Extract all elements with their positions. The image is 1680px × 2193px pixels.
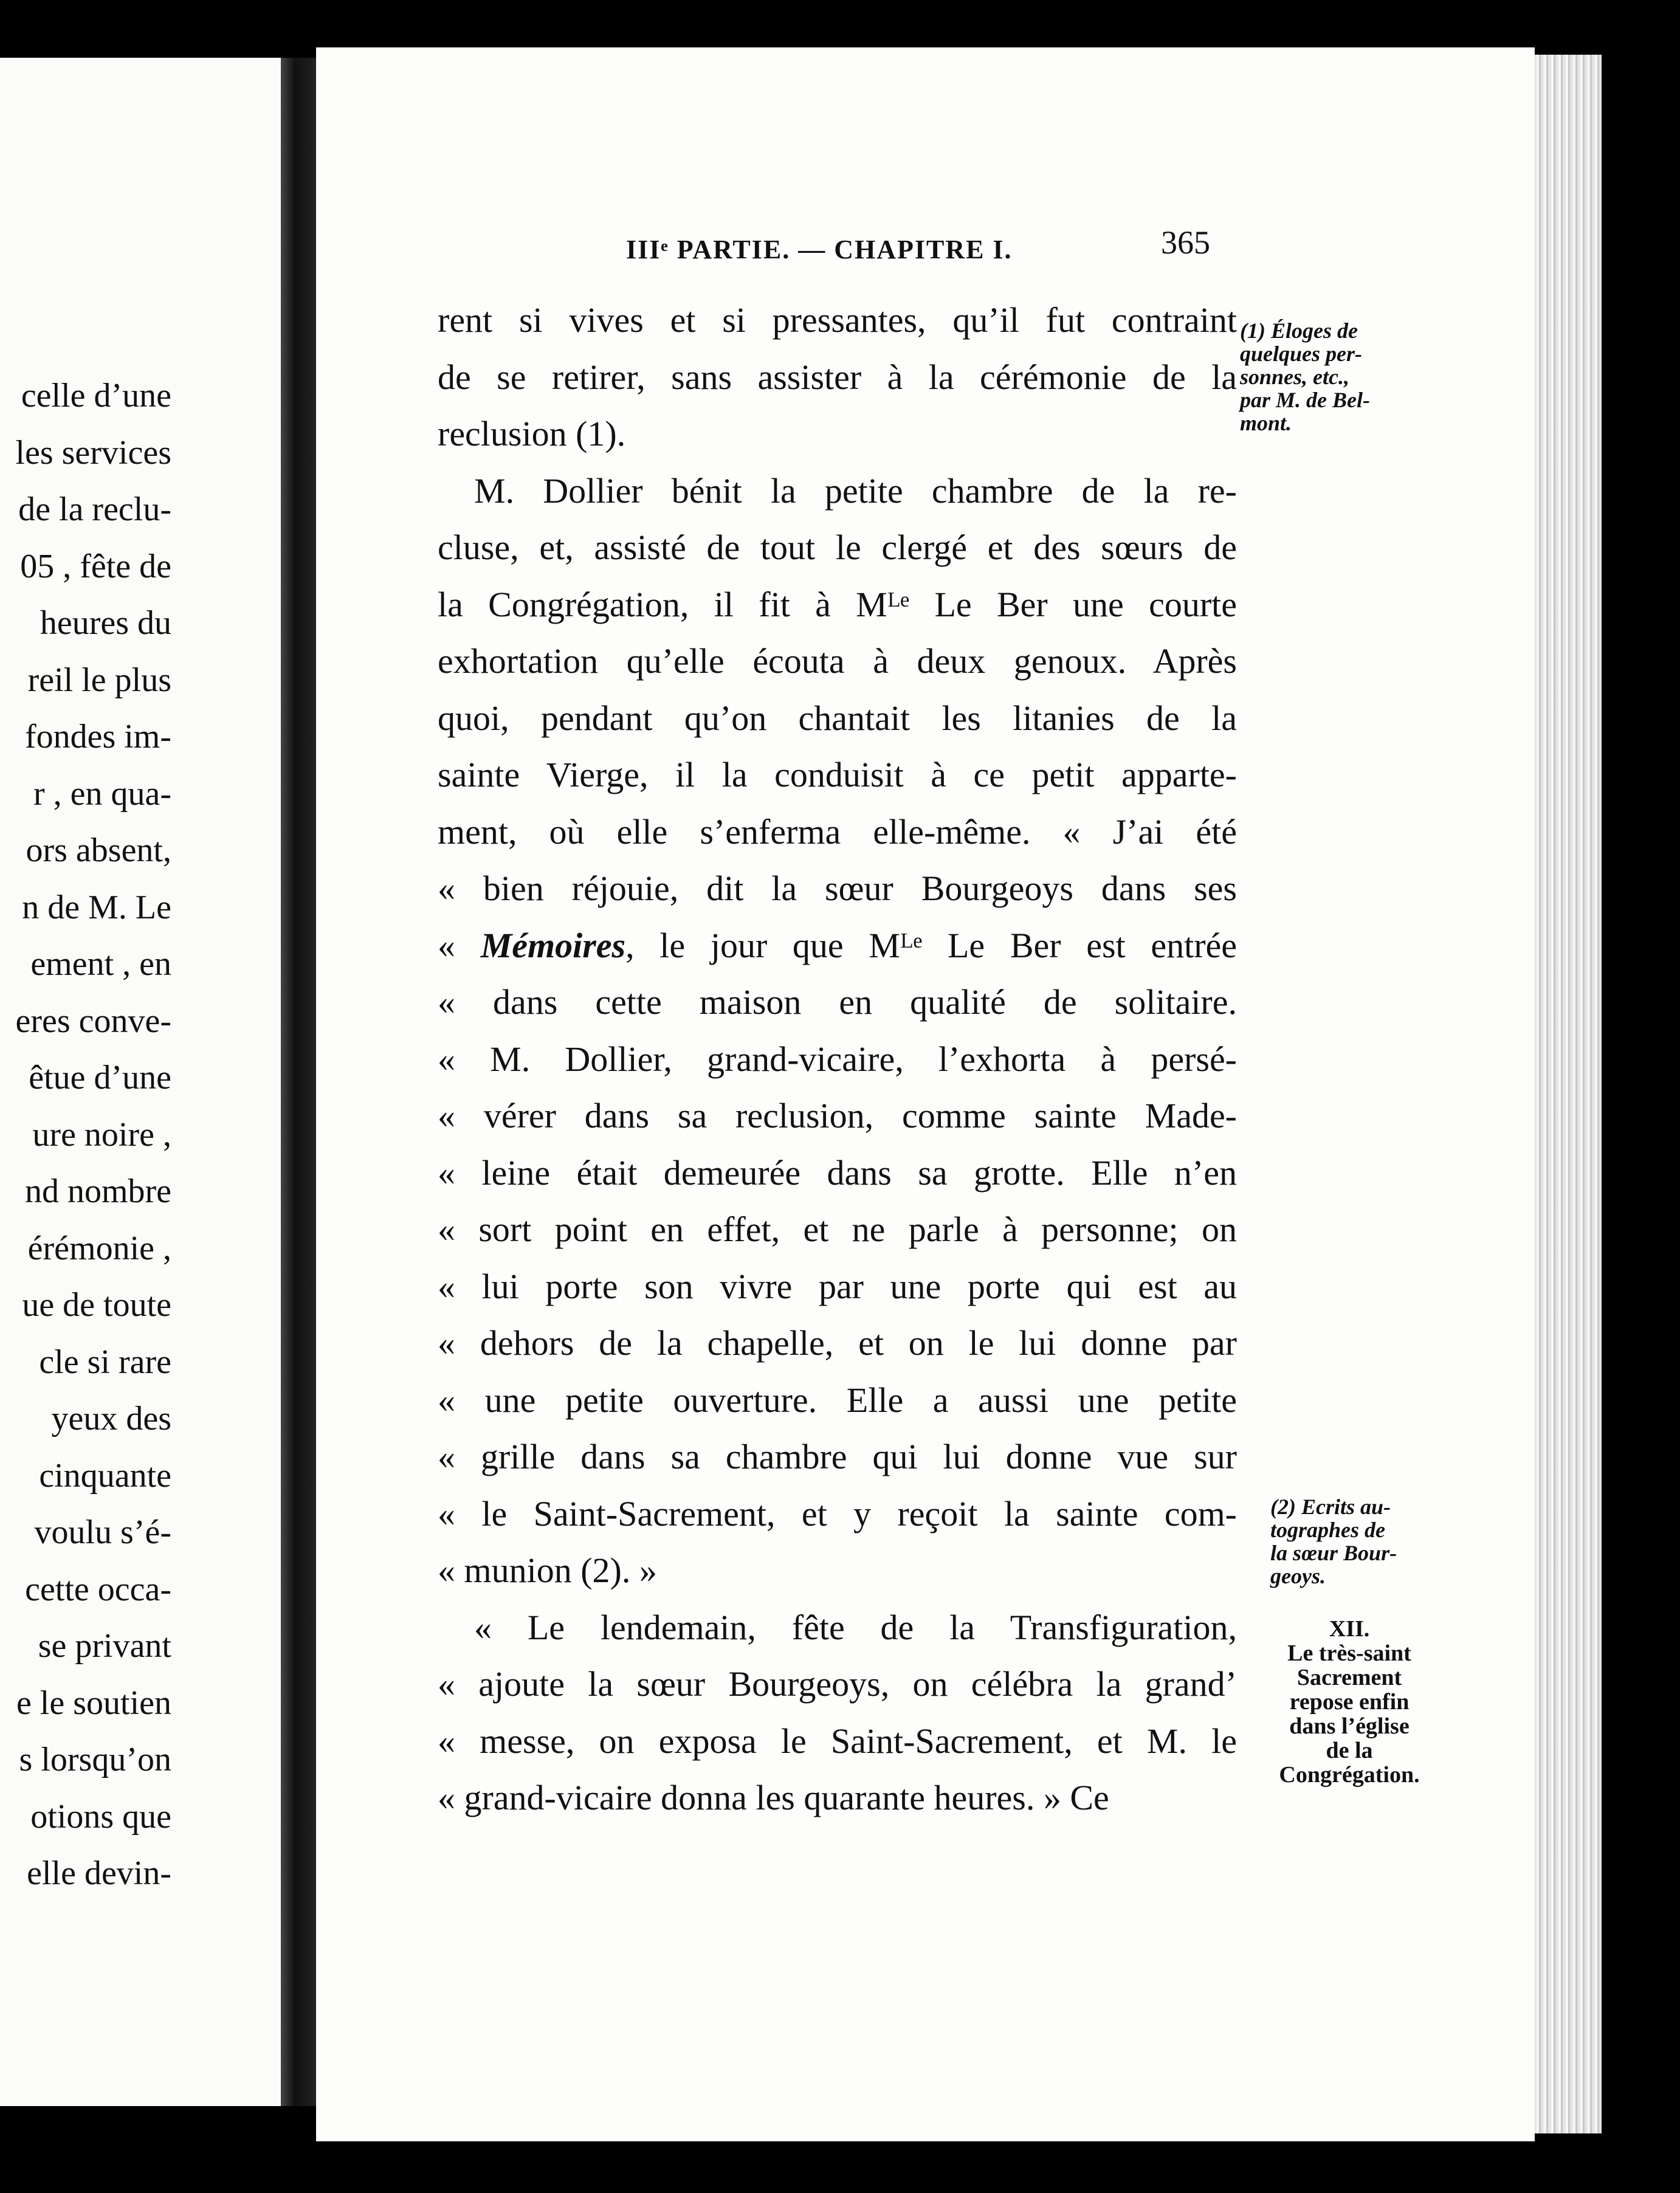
body-line: « dehors de la chapelle, et on le lui donne par	[438, 1323, 1237, 1363]
book-gutter	[281, 58, 316, 2106]
body-line: « leine était demeurée dans sa grotte. Elle n’en	[438, 1152, 1237, 1193]
body-line: « ajoute la sœur Bourgeoys, on célébra la grand’	[438, 1664, 1237, 1704]
left-page-line: ement , en	[30, 945, 171, 983]
left-page-line: cle si rare	[39, 1343, 171, 1381]
note-line: quelques per-	[1240, 342, 1362, 366]
note-line: (1) Éloges de	[1240, 318, 1358, 343]
running-title: IIIᵉ PARTIE. — CHAPITRE I.	[626, 235, 1013, 264]
note-line: par M. de Bel-	[1240, 388, 1370, 412]
body-line: « M. Dollier, grand-vicaire, l’exhorta à persé-	[438, 1039, 1237, 1079]
body-text	[438, 292, 1237, 1826]
body-line: reclusion (1).	[438, 414, 626, 453]
left-page-line: n de M. Le	[22, 888, 171, 926]
note-line: XII.	[1329, 1616, 1370, 1642]
note-line: la sœur Bour-	[1270, 1541, 1397, 1565]
body-line: « Le lendemain, fête de la Transfiguration,	[474, 1607, 1237, 1647]
body-line: la Congrégation, il fit à Mᴸᵉ Le Ber une courte	[438, 584, 1237, 624]
footnote-2	[1270, 1495, 1397, 1588]
body-line: « munion (2). »	[438, 1551, 657, 1590]
left-page-line: yeux des	[51, 1400, 171, 1437]
footnote-1	[1240, 319, 1370, 435]
body-line: rent si vives et si pressantes, qu’il fut contraint	[438, 300, 1237, 340]
note-line: repose enfin	[1289, 1689, 1410, 1715]
left-page-line: celle d’une	[21, 377, 171, 415]
note-line: Le très-saint	[1287, 1640, 1411, 1666]
note-line: Sacrement	[1296, 1665, 1402, 1690]
left-page-line: s lorsqu’on	[19, 1741, 171, 1778]
body-line: ment, où elle s’enferma elle-même. « J’ai été	[438, 811, 1237, 852]
body-line: « vérer dans sa reclusion, comme sainte Made-	[438, 1096, 1237, 1135]
body-line: de se retirer, sans assister à la cérémonie de la	[438, 357, 1237, 397]
body-line: « grand-vicaire donna les quarante heures. » Ce	[438, 1778, 1109, 1817]
body-line: « messe, on exposa le Saint-Sacrement, et M. le	[438, 1721, 1237, 1761]
left-page-line: ors absent,	[26, 831, 171, 869]
note-line: Congrégation.	[1279, 1762, 1420, 1788]
left-page-line: érémonie ,	[27, 1229, 171, 1267]
body-line: exhortation qu’elle écouta à deux genoux. Après	[438, 641, 1237, 681]
left-page-line: 05 , fête de	[20, 547, 171, 585]
left-page-line: e le soutien	[16, 1684, 171, 1722]
note-line: dans l’église	[1289, 1713, 1410, 1739]
note-line: (2) Ecrits au-	[1270, 1495, 1391, 1519]
left-page-line: r , en qua-	[33, 774, 171, 813]
note-line: de la	[1326, 1738, 1373, 1763]
left-page-line: de la reclu-	[18, 491, 171, 528]
left-page-line: cinquante	[39, 1456, 171, 1495]
left-page-text	[15, 368, 171, 1902]
body-line: « dans cette maison en qualité de solitaire.	[438, 982, 1237, 1022]
left-page-line: nd nombre	[24, 1172, 171, 1210]
left-page-line: fondes im-	[24, 718, 171, 756]
page-number: 365	[1161, 224, 1210, 261]
note-line: sonnes, etc.,	[1240, 365, 1349, 389]
section-sidenote	[1258, 1617, 1441, 1787]
body-line: « une petite ouverture. Elle a aussi une petite	[438, 1380, 1237, 1420]
body-line: sainte Vierge, il la conduisit à ce petit apparte-	[438, 755, 1237, 794]
note-line: geoys.	[1270, 1564, 1326, 1588]
left-page-line: reil le plus	[27, 661, 171, 699]
left-page-line: eres conve-	[15, 1002, 171, 1040]
note-line: mont.	[1240, 411, 1292, 435]
body-line: « grille dans sa chambre qui lui donne vue sur	[438, 1437, 1237, 1476]
left-page-line: voulu s’é-	[34, 1513, 171, 1551]
left-page-line: cette occa-	[25, 1570, 171, 1608]
left-page-line: êtue d’une	[29, 1059, 171, 1096]
left-page-line: se privant	[38, 1627, 171, 1665]
left-page-line: heures du	[40, 604, 171, 642]
body-line: « sort point en effet, et ne parle à personne; on	[438, 1210, 1237, 1249]
note-line: tographes de	[1270, 1518, 1385, 1542]
body-line: « Mémoires, le jour que Mᴸᵉ Le Ber est entrée	[438, 925, 1238, 965]
left-page-line: elle devin-	[27, 1854, 171, 1892]
page-edges	[1535, 55, 1602, 2133]
body-line: M. Dollier bénit la petite chambre de la re-	[474, 470, 1237, 511]
left-page-line: otions que	[30, 1797, 171, 1836]
left-page-line: les services	[15, 433, 171, 472]
body-line: « lui porte son vivre par une porte qui est au	[438, 1266, 1237, 1306]
body-line: « le Saint-Sacrement, et y reçoit la sainte com-	[438, 1493, 1237, 1534]
body-line: cluse, et, assisté de tout le clergé et des sœurs de	[438, 528, 1237, 567]
body-line: quoi, pendant qu’on chantait les litanies de la	[438, 698, 1237, 738]
left-page-line: ue de toute	[22, 1286, 171, 1324]
body-line: « bien réjouie, dit la sœur Bourgeoys dans ses	[438, 869, 1237, 908]
left-page-line: ure noire ,	[32, 1115, 171, 1154]
left-page	[0, 58, 281, 2106]
